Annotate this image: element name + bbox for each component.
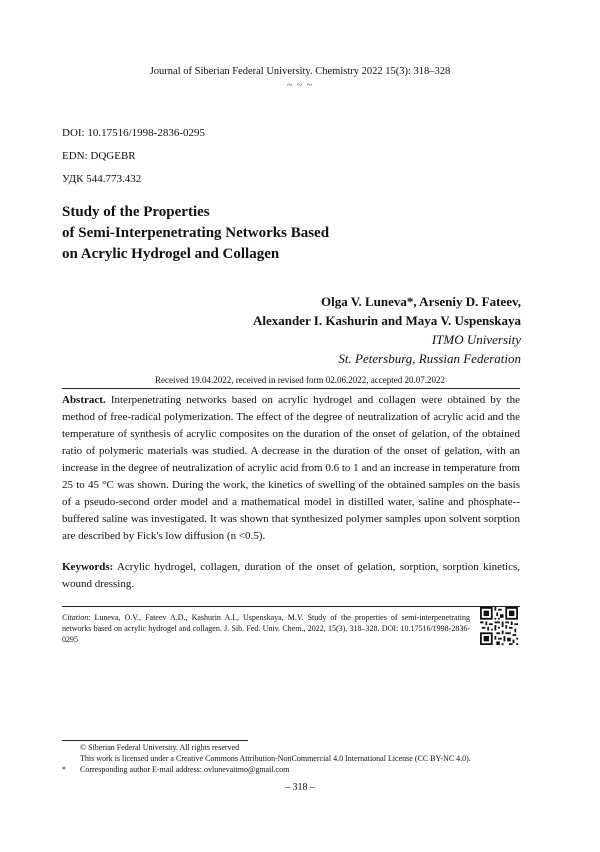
author-block <box>253 292 521 368</box>
authors-line-2: Alexander I. Kashurin and Maya V. Uspenskaya <box>252 313 521 328</box>
citation-rule <box>62 606 520 607</box>
copyright-text: © Siberian Federal University. All rights reserved <box>80 743 240 752</box>
received-dates: Received 19.04.2022, received in revised form 02.06.2022, accepted 20.07.2022 <box>155 375 445 385</box>
license-note <box>62 754 471 764</box>
license-text[interactable]: This work is licensed under a Creative Commons Attribution-NonCommercial 4.0 International License (CC BY-NC 4.0). <box>80 754 471 763</box>
location: St. Petersburg, Russian Federation <box>338 351 521 366</box>
footnote-rule <box>62 740 248 741</box>
keywords-label: Keywords: <box>62 561 114 573</box>
citation-text: : Luneva, O.V., Fateev A.D., Kashurin A.I., Uspenskaya, M.V. Study of the properties of semi-interpenetrating networks based on acrylic hydrogel and collagen. J. Sib. Fed. Univ. Chem., 2022, 15(3), 318–328. DOI: 10.17516/1998-2836-0295 <box>62 613 470 644</box>
keywords-text: Acrylic hydrogel, collagen, duration of the onset of gelation, sorption, sorption kinetics, wound dressing. <box>62 561 520 590</box>
header-ornament: ~ ~ ~ <box>286 80 314 91</box>
corresponding-text[interactable]: Corresponding author E-mail address: ovlunevaitmo@gmail.com <box>80 765 290 774</box>
title-line: of Semi-Interpenetrating Networks Based <box>62 225 330 241</box>
asterisk-mark: * <box>62 765 66 774</box>
title-line: Study of the Properties <box>62 204 210 220</box>
corresponding-note <box>62 765 289 775</box>
article-title <box>62 202 329 265</box>
keywords <box>62 559 520 593</box>
title-line: on Acrylic Hydrogel and Collagen <box>62 246 280 262</box>
copyright-note <box>62 743 239 753</box>
abstract-text: Interpenetrating networks based on acrylic hydrogel and collagen were obtained by the method of free-radical polymerization. The effect of the degree of neutralization of acrylic acid and the temperature of synthesis of acrylic composites on the duration of the onset of gelation, of the obtained ratio of polymeric materials was studied. A decrease in the duration of the onset of gelation, with an increase in the degree of neutralization of acrylic acid from 0.6 to 1 and an increase in temperature from 25 to 45 °C was shown. During the work, the kinetics of swelling of the obtained samples on the basis of a pseudo-second order model and a mathematical model in distilled water, saline and phosphate-- buffered saline was investigated. It was shown that synthesized polymer samples upon solvent sorption are described by Fick's low diffusion (n <0.5). <box>62 394 520 542</box>
citation-label: Citation <box>62 613 89 622</box>
udk: УДК 544.773.432 <box>62 173 142 185</box>
citation <box>62 612 470 645</box>
qr-code-icon[interactable] <box>480 607 518 645</box>
page-number: – 318 – <box>285 782 315 793</box>
authors-line-1: Olga V. Luneva*, Arseniy D. Fateev, <box>321 294 521 309</box>
doi[interactable]: DOI: 10.17516/1998-2836-0295 <box>62 127 205 139</box>
journal-header: Journal of Siberian Federal University. Chemistry 2022 15(3): 318–328 <box>149 66 451 77</box>
abstract-rule <box>62 388 520 389</box>
affiliation: ITMO University <box>431 332 521 347</box>
abstract-label: Abstract. <box>62 394 106 406</box>
edn: EDN: DQGEBR <box>62 150 136 162</box>
abstract <box>62 392 520 545</box>
